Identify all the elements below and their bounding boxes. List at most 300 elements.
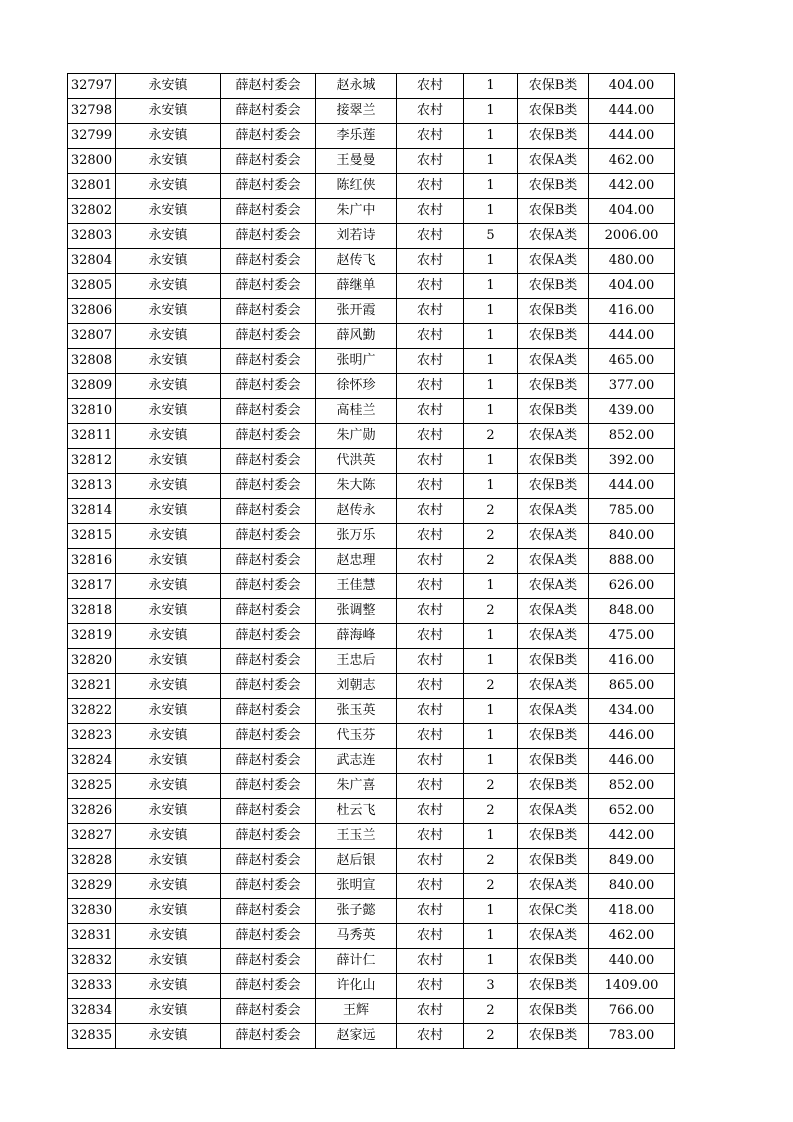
household-type-cell: 农村 [397,799,464,824]
member-count-cell: 1 [464,299,518,324]
village-committee-cell: 薛赵村委会 [221,849,316,874]
person-name-cell: 王辉 [316,999,397,1024]
town-cell: 永安镇 [116,74,221,99]
record-id-cell: 32808 [68,349,116,374]
table-row [68,399,675,424]
amount-cell: 849.00 [589,849,675,874]
record-id-cell: 32815 [68,524,116,549]
village-committee-cell: 薛赵村委会 [221,124,316,149]
table-row [68,124,675,149]
village-committee-cell: 薛赵村委会 [221,174,316,199]
town-cell: 永安镇 [116,974,221,999]
record-id-cell: 32804 [68,249,116,274]
table-row [68,424,675,449]
table-row [68,924,675,949]
record-id-cell: 32812 [68,449,116,474]
table-row [68,824,675,849]
person-name-cell: 王佳慧 [316,574,397,599]
household-type-cell: 农村 [397,674,464,699]
household-type-cell: 农村 [397,774,464,799]
town-cell: 永安镇 [116,449,221,474]
table-row [68,274,675,299]
person-name-cell: 薛继单 [316,274,397,299]
member-count-cell: 1 [464,199,518,224]
household-type-cell: 农村 [397,724,464,749]
amount-cell: 377.00 [589,374,675,399]
member-count-cell: 1 [464,699,518,724]
member-count-cell: 2 [464,499,518,524]
household-type-cell: 农村 [397,399,464,424]
table-row [68,724,675,749]
village-committee-cell: 薛赵村委会 [221,824,316,849]
person-name-cell: 赵传永 [316,499,397,524]
table-row [68,574,675,599]
record-id-cell: 32810 [68,399,116,424]
member-count-cell: 2 [464,849,518,874]
table-row [68,499,675,524]
insurance-category-cell: 农保A类 [518,249,589,274]
insurance-category-cell: 农保A类 [518,149,589,174]
member-count-cell: 2 [464,674,518,699]
member-count-cell: 1 [464,474,518,499]
insurance-category-cell: 农保B类 [518,824,589,849]
town-cell: 永安镇 [116,149,221,174]
town-cell: 永安镇 [116,349,221,374]
person-name-cell: 张子懿 [316,899,397,924]
person-name-cell: 高桂兰 [316,399,397,424]
household-type-cell: 农村 [397,424,464,449]
household-type-cell: 农村 [397,124,464,149]
table-row [68,299,675,324]
household-type-cell: 农村 [397,499,464,524]
amount-cell: 1409.00 [589,974,675,999]
village-committee-cell: 薛赵村委会 [221,749,316,774]
person-name-cell: 刘朝志 [316,674,397,699]
table-row [68,749,675,774]
insurance-category-cell: 农保B类 [518,124,589,149]
person-name-cell: 杜云飞 [316,799,397,824]
person-name-cell: 张明宣 [316,874,397,899]
person-name-cell: 朱广喜 [316,774,397,799]
table-row [68,349,675,374]
town-cell: 永安镇 [116,599,221,624]
village-committee-cell: 薛赵村委会 [221,224,316,249]
table-row [68,474,675,499]
town-cell: 永安镇 [116,424,221,449]
table-row [68,449,675,474]
record-id-cell: 32821 [68,674,116,699]
insurance-category-cell: 农保B类 [518,299,589,324]
table-row [68,874,675,899]
amount-cell: 888.00 [589,549,675,574]
member-count-cell: 1 [464,349,518,374]
member-count-cell: 2 [464,549,518,574]
record-id-cell: 32829 [68,874,116,899]
amount-cell: 416.00 [589,299,675,324]
record-id-cell: 32803 [68,224,116,249]
insurance-category-cell: 农保A类 [518,549,589,574]
village-committee-cell: 薛赵村委会 [221,299,316,324]
insurance-category-cell: 农保A类 [518,924,589,949]
amount-cell: 865.00 [589,674,675,699]
table-row [68,74,675,99]
person-name-cell: 张明广 [316,349,397,374]
table-row [68,599,675,624]
amount-cell: 418.00 [589,899,675,924]
person-name-cell: 赵后银 [316,849,397,874]
village-committee-cell: 薛赵村委会 [221,574,316,599]
town-cell: 永安镇 [116,499,221,524]
person-name-cell: 朱广勋 [316,424,397,449]
amount-cell: 434.00 [589,699,675,724]
town-cell: 永安镇 [116,374,221,399]
household-type-cell: 农村 [397,449,464,474]
household-type-cell: 农村 [397,74,464,99]
town-cell: 永安镇 [116,174,221,199]
person-name-cell: 武志连 [316,749,397,774]
household-type-cell: 农村 [397,599,464,624]
person-name-cell: 朱大陈 [316,474,397,499]
member-count-cell: 1 [464,749,518,774]
amount-cell: 404.00 [589,274,675,299]
record-id-cell: 32832 [68,949,116,974]
town-cell: 永安镇 [116,949,221,974]
town-cell: 永安镇 [116,249,221,274]
household-type-cell: 农村 [397,999,464,1024]
member-count-cell: 1 [464,949,518,974]
insurance-category-cell: 农保B类 [518,449,589,474]
table-row [68,899,675,924]
insurance-category-cell: 农保B类 [518,324,589,349]
household-type-cell: 农村 [397,224,464,249]
town-cell: 永安镇 [116,799,221,824]
member-count-cell: 3 [464,974,518,999]
record-id-cell: 32800 [68,149,116,174]
records-table-body [68,74,675,1049]
table-row [68,549,675,574]
amount-cell: 440.00 [589,949,675,974]
village-committee-cell: 薛赵村委会 [221,474,316,499]
town-cell: 永安镇 [116,1024,221,1049]
table-row [68,849,675,874]
village-committee-cell: 薛赵村委会 [221,649,316,674]
amount-cell: 462.00 [589,149,675,174]
household-type-cell: 农村 [397,374,464,399]
record-id-cell: 32814 [68,499,116,524]
insurance-category-cell: 农保A类 [518,874,589,899]
amount-cell: 444.00 [589,124,675,149]
member-count-cell: 1 [464,399,518,424]
village-committee-cell: 薛赵村委会 [221,524,316,549]
insurance-category-cell: 农保B类 [518,374,589,399]
record-id-cell: 32825 [68,774,116,799]
insurance-category-cell: 农保A类 [518,424,589,449]
record-id-cell: 32827 [68,824,116,849]
town-cell: 永安镇 [116,274,221,299]
table-row [68,999,675,1024]
member-count-cell: 1 [464,124,518,149]
table-row [68,624,675,649]
village-committee-cell: 薛赵村委会 [221,924,316,949]
town-cell: 永安镇 [116,574,221,599]
member-count-cell: 2 [464,774,518,799]
village-committee-cell: 薛赵村委会 [221,449,316,474]
village-committee-cell: 薛赵村委会 [221,549,316,574]
person-name-cell: 李乐莲 [316,124,397,149]
household-type-cell: 农村 [397,99,464,124]
person-name-cell: 薛计仁 [316,949,397,974]
table-row [68,524,675,549]
insurance-category-cell: 农保B类 [518,399,589,424]
person-name-cell: 徐怀珍 [316,374,397,399]
person-name-cell: 张调整 [316,599,397,624]
village-committee-cell: 薛赵村委会 [221,249,316,274]
person-name-cell: 赵传飞 [316,249,397,274]
amount-cell: 652.00 [589,799,675,824]
village-committee-cell: 薛赵村委会 [221,99,316,124]
village-committee-cell: 薛赵村委会 [221,499,316,524]
amount-cell: 852.00 [589,424,675,449]
member-count-cell: 1 [464,74,518,99]
town-cell: 永安镇 [116,224,221,249]
amount-cell: 785.00 [589,499,675,524]
person-name-cell: 代玉芬 [316,724,397,749]
person-name-cell: 张开霞 [316,299,397,324]
record-id-cell: 32816 [68,549,116,574]
table-row [68,149,675,174]
town-cell: 永安镇 [116,399,221,424]
insurance-category-cell: 农保B类 [518,1024,589,1049]
amount-cell: 442.00 [589,174,675,199]
member-count-cell: 1 [464,724,518,749]
household-type-cell: 农村 [397,199,464,224]
insurance-category-cell: 农保B类 [518,999,589,1024]
insurance-category-cell: 农保B类 [518,974,589,999]
insurance-category-cell: 农保A类 [518,674,589,699]
insurance-category-cell: 农保A类 [518,574,589,599]
household-type-cell: 农村 [397,349,464,374]
amount-cell: 404.00 [589,74,675,99]
record-id-cell: 32806 [68,299,116,324]
town-cell: 永安镇 [116,874,221,899]
record-id-cell: 32831 [68,924,116,949]
insurance-category-cell: 农保A类 [518,624,589,649]
table-row [68,324,675,349]
member-count-cell: 1 [464,924,518,949]
town-cell: 永安镇 [116,699,221,724]
town-cell: 永安镇 [116,624,221,649]
household-type-cell: 农村 [397,849,464,874]
person-name-cell: 王忠后 [316,649,397,674]
village-committee-cell: 薛赵村委会 [221,799,316,824]
record-id-cell: 32835 [68,1024,116,1049]
person-name-cell: 王玉兰 [316,824,397,849]
amount-cell: 783.00 [589,1024,675,1049]
village-committee-cell: 薛赵村委会 [221,899,316,924]
amount-cell: 446.00 [589,749,675,774]
village-committee-cell: 薛赵村委会 [221,874,316,899]
village-committee-cell: 薛赵村委会 [221,349,316,374]
village-committee-cell: 薛赵村委会 [221,274,316,299]
person-name-cell: 许化山 [316,974,397,999]
town-cell: 永安镇 [116,124,221,149]
record-id-cell: 32817 [68,574,116,599]
amount-cell: 840.00 [589,524,675,549]
amount-cell: 392.00 [589,449,675,474]
person-name-cell: 薛海峰 [316,624,397,649]
amount-cell: 416.00 [589,649,675,674]
amount-cell: 2006.00 [589,224,675,249]
household-type-cell: 农村 [397,324,464,349]
town-cell: 永安镇 [116,824,221,849]
amount-cell: 475.00 [589,624,675,649]
person-name-cell: 薛风勤 [316,324,397,349]
amount-cell: 626.00 [589,574,675,599]
household-type-cell: 农村 [397,149,464,174]
member-count-cell: 1 [464,99,518,124]
table-row [68,374,675,399]
town-cell: 永安镇 [116,99,221,124]
person-name-cell: 马秀英 [316,924,397,949]
record-id-cell: 32823 [68,724,116,749]
town-cell: 永安镇 [116,674,221,699]
amount-cell: 444.00 [589,324,675,349]
record-id-cell: 32828 [68,849,116,874]
insurance-category-cell: 农保A类 [518,499,589,524]
household-type-cell: 农村 [397,174,464,199]
record-id-cell: 32830 [68,899,116,924]
town-cell: 永安镇 [116,999,221,1024]
table-row [68,774,675,799]
amount-cell: 446.00 [589,724,675,749]
insurance-category-cell: 农保B类 [518,174,589,199]
village-committee-cell: 薛赵村委会 [221,74,316,99]
town-cell: 永安镇 [116,849,221,874]
household-type-cell: 农村 [397,824,464,849]
amount-cell: 480.00 [589,249,675,274]
record-id-cell: 32820 [68,649,116,674]
amount-cell: 766.00 [589,999,675,1024]
table-row [68,799,675,824]
amount-cell: 852.00 [589,774,675,799]
record-id-cell: 32811 [68,424,116,449]
records-table [67,73,675,1049]
record-id-cell: 32805 [68,274,116,299]
member-count-cell: 2 [464,424,518,449]
amount-cell: 444.00 [589,474,675,499]
person-name-cell: 王曼曼 [316,149,397,174]
person-name-cell: 张玉英 [316,699,397,724]
village-committee-cell: 薛赵村委会 [221,949,316,974]
household-type-cell: 农村 [397,874,464,899]
person-name-cell: 赵家远 [316,1024,397,1049]
household-type-cell: 农村 [397,274,464,299]
person-name-cell: 代洪英 [316,449,397,474]
village-committee-cell: 薛赵村委会 [221,724,316,749]
record-id-cell: 32798 [68,99,116,124]
household-type-cell: 农村 [397,624,464,649]
record-id-cell: 32818 [68,599,116,624]
insurance-category-cell: 农保B类 [518,199,589,224]
member-count-cell: 2 [464,874,518,899]
town-cell: 永安镇 [116,924,221,949]
person-name-cell: 陈红侠 [316,174,397,199]
village-committee-cell: 薛赵村委会 [221,149,316,174]
table-row [68,949,675,974]
person-name-cell: 朱广中 [316,199,397,224]
record-id-cell: 32834 [68,999,116,1024]
table-row [68,649,675,674]
household-type-cell: 农村 [397,924,464,949]
member-count-cell: 1 [464,249,518,274]
amount-cell: 840.00 [589,874,675,899]
record-id-cell: 32802 [68,199,116,224]
table-row [68,674,675,699]
member-count-cell: 2 [464,999,518,1024]
member-count-cell: 1 [464,324,518,349]
insurance-category-cell: 农保B类 [518,474,589,499]
amount-cell: 442.00 [589,824,675,849]
table-row [68,249,675,274]
member-count-cell: 1 [464,899,518,924]
insurance-category-cell: 农保B类 [518,74,589,99]
table-row [68,99,675,124]
person-name-cell: 赵永城 [316,74,397,99]
household-type-cell: 农村 [397,974,464,999]
household-type-cell: 农村 [397,699,464,724]
record-id-cell: 32799 [68,124,116,149]
town-cell: 永安镇 [116,899,221,924]
table-row [68,699,675,724]
table-row [68,1024,675,1049]
household-type-cell: 农村 [397,649,464,674]
record-id-cell: 32822 [68,699,116,724]
town-cell: 永安镇 [116,649,221,674]
town-cell: 永安镇 [116,199,221,224]
table-row [68,974,675,999]
record-id-cell: 32833 [68,974,116,999]
member-count-cell: 1 [464,649,518,674]
amount-cell: 404.00 [589,199,675,224]
member-count-cell: 1 [464,374,518,399]
household-type-cell: 农村 [397,474,464,499]
record-id-cell: 32807 [68,324,116,349]
village-committee-cell: 薛赵村委会 [221,399,316,424]
insurance-category-cell: 农保A类 [518,799,589,824]
insurance-category-cell: 农保A类 [518,349,589,374]
village-committee-cell: 薛赵村委会 [221,199,316,224]
member-count-cell: 5 [464,224,518,249]
table-row [68,199,675,224]
insurance-category-cell: 农保B类 [518,649,589,674]
insurance-category-cell: 农保B类 [518,749,589,774]
household-type-cell: 农村 [397,574,464,599]
member-count-cell: 2 [464,599,518,624]
village-committee-cell: 薛赵村委会 [221,1024,316,1049]
town-cell: 永安镇 [116,299,221,324]
insurance-category-cell: 农保B类 [518,724,589,749]
insurance-category-cell: 农保B类 [518,274,589,299]
town-cell: 永安镇 [116,549,221,574]
record-id-cell: 32826 [68,799,116,824]
village-committee-cell: 薛赵村委会 [221,324,316,349]
insurance-category-cell: 农保A类 [518,699,589,724]
member-count-cell: 1 [464,174,518,199]
town-cell: 永安镇 [116,749,221,774]
household-type-cell: 农村 [397,949,464,974]
town-cell: 永安镇 [116,774,221,799]
household-type-cell: 农村 [397,549,464,574]
